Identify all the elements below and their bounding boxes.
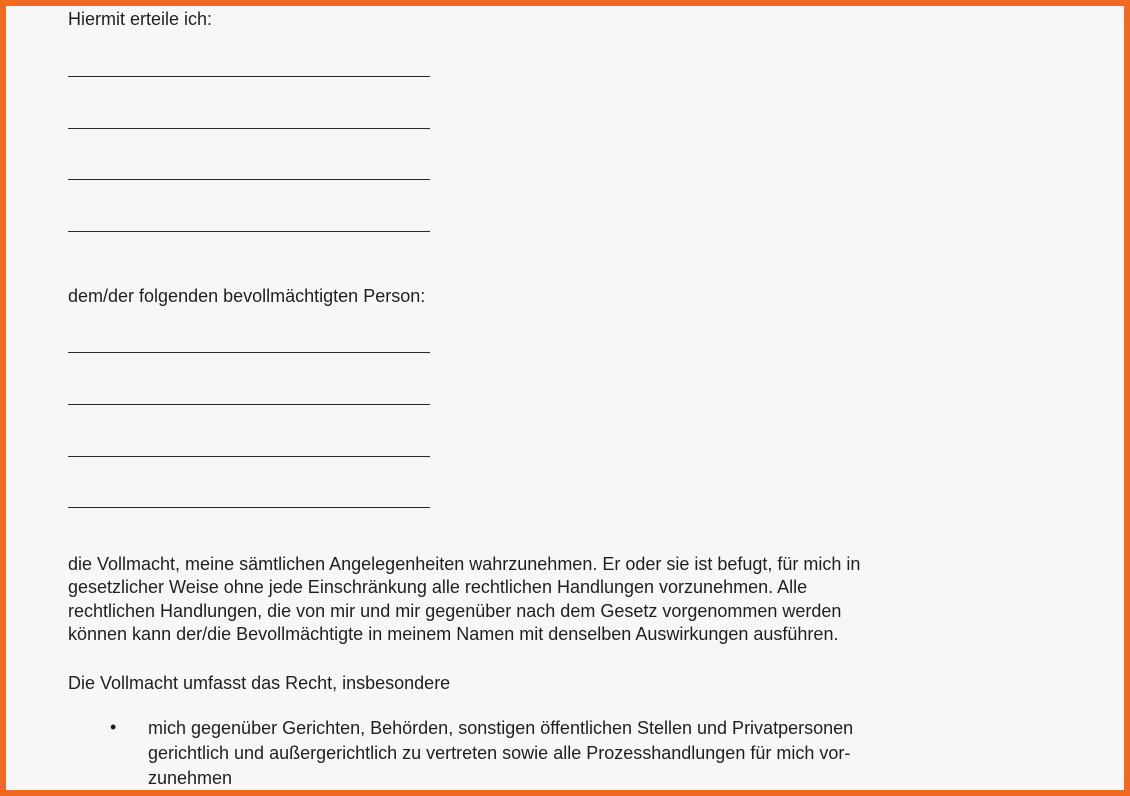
document-page — [6, 6, 1124, 790]
paragraph-line: gesetzlicher Weise ohne jede Einschränkung alle rechtlichen Handlungen vorzunehmen. Alle — [68, 577, 808, 598]
attorney-line-3[interactable] — [68, 456, 430, 457]
grantor-line-4[interactable] — [68, 231, 430, 232]
bullet-line: zunehmen — [148, 768, 233, 788]
grantor-line-3[interactable] — [68, 179, 430, 180]
bullet-item — [148, 716, 853, 791]
bullet-line: gerichtlich und außergerichtlich zu vertreten sowie alle Prozesshandlungen für mich vor- — [148, 743, 851, 763]
attorney-label: dem/der folgenden bevollmächtigten Person: — [68, 286, 426, 306]
bullet-icon: • — [110, 717, 117, 737]
scope-label: Die Vollmacht umfasst das Recht, insbesondere — [68, 673, 451, 693]
paragraph-line: können kann der/die Bevollmächtigte in meinem Namen mit denselben Auswirkungen ausführen. — [68, 623, 839, 644]
power-paragraph — [68, 553, 1008, 646]
paragraph-line: die Vollmacht, meine sämtlichen Angelegenheiten wahrzunehmen. Er oder sie ist befugt, für mich in — [68, 554, 861, 574]
bullet-line: mich gegenüber Gerichten, Behörden, sonstigen öffentlichen Stellen und Privatpersonen — [148, 718, 854, 738]
attorney-line-4[interactable] — [68, 507, 430, 508]
grantor-label: Hiermit erteile ich: — [68, 9, 213, 29]
grantor-line-2[interactable] — [68, 128, 430, 129]
grantor-line-1[interactable] — [68, 76, 430, 77]
attorney-line-1[interactable] — [68, 352, 430, 353]
attorney-line-2[interactable] — [68, 404, 430, 405]
paragraph-line: rechtlichen Handlungen, die von mir und mir gegenüber nach dem Gesetz vorgenommen werden — [68, 600, 842, 621]
